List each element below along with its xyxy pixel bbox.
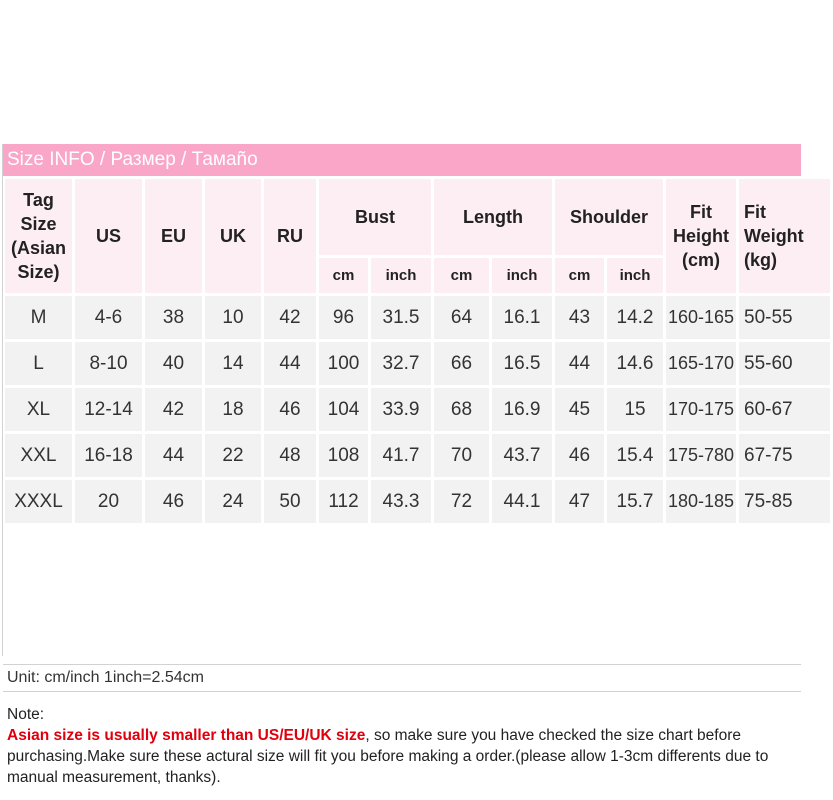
subheader-shoulder-cm: cm (555, 258, 604, 293)
cell-height: 175-780 (666, 434, 736, 477)
cell-us: 20 (75, 480, 142, 523)
subheader-length-inch: inch (492, 258, 552, 293)
cell-tag: M (5, 296, 72, 339)
size-chart-title: Size INFO / Размер / Тамаño (3, 144, 801, 176)
cell-shoulder-cm: 47 (555, 480, 604, 523)
cell-bust-cm: 96 (319, 296, 368, 339)
header-fit-height: Fit Height (cm) (666, 179, 736, 293)
cell-length-inch: 16.1 (492, 296, 552, 339)
cell-length-inch: 44.1 (492, 480, 552, 523)
subheader-length-cm: cm (434, 258, 489, 293)
header-row (5, 179, 830, 255)
table-row (5, 480, 830, 523)
subheader-bust-inch: inch (371, 258, 431, 293)
table-row (5, 434, 830, 477)
cell-shoulder-inch: 15.7 (607, 480, 663, 523)
note-text: , so make sure you have checked the size chart before purchasing.Make sure these actural size will fit you before making a order.(please allow 1-3cm differents due to manual measurement, thanks). (7, 727, 769, 786)
header-length: Length (434, 179, 552, 255)
cell-length-inch: 16.5 (492, 342, 552, 385)
cell-ru: 42 (264, 296, 316, 339)
cell-weight: 50-55 (739, 296, 830, 339)
cell-shoulder-cm: 46 (555, 434, 604, 477)
cell-uk: 10 (205, 296, 261, 339)
cell-ru: 44 (264, 342, 316, 385)
cell-height: 170-175 (666, 388, 736, 431)
cell-eu: 42 (145, 388, 202, 431)
cell-uk: 24 (205, 480, 261, 523)
cell-bust-cm: 108 (319, 434, 368, 477)
table-row (5, 388, 830, 431)
cell-weight: 67-75 (739, 434, 830, 477)
cell-eu: 38 (145, 296, 202, 339)
header-shoulder: Shoulder (555, 179, 663, 255)
cell-shoulder-inch: 15 (607, 388, 663, 431)
header-bust: Bust (319, 179, 431, 255)
cell-ru: 46 (264, 388, 316, 431)
cell-tag: XXXL (5, 480, 72, 523)
note-warning: Asian size is usually smaller than US/EU/UK size (7, 727, 366, 744)
cell-tag: XXL (5, 434, 72, 477)
cell-tag: XL (5, 388, 72, 431)
cell-weight: 75-85 (739, 480, 830, 523)
cell-length-cm: 70 (434, 434, 489, 477)
cell-bust-cm: 112 (319, 480, 368, 523)
note-label: Note: (7, 706, 45, 723)
cell-us: 12-14 (75, 388, 142, 431)
cell-tag: L (5, 342, 72, 385)
size-table (2, 176, 833, 526)
cell-height: 180-185 (666, 480, 736, 523)
cell-length-cm: 64 (434, 296, 489, 339)
table-row (5, 342, 830, 385)
cell-shoulder-cm: 44 (555, 342, 604, 385)
size-chart (2, 144, 804, 786)
cell-bust-inch: 41.7 (371, 434, 431, 477)
note-block (3, 664, 801, 792)
header-eu: EU (145, 179, 202, 293)
cell-eu: 46 (145, 480, 202, 523)
header-us: US (75, 179, 142, 293)
cell-bust-cm: 104 (319, 388, 368, 431)
cell-ru: 48 (264, 434, 316, 477)
cell-bust-inch: 32.7 (371, 342, 431, 385)
cell-us: 8-10 (75, 342, 142, 385)
cell-us: 4-6 (75, 296, 142, 339)
cell-us: 16-18 (75, 434, 142, 477)
cell-shoulder-inch: 14.2 (607, 296, 663, 339)
cell-length-cm: 66 (434, 342, 489, 385)
cell-uk: 18 (205, 388, 261, 431)
cell-shoulder-inch: 15.4 (607, 434, 663, 477)
cell-uk: 14 (205, 342, 261, 385)
cell-height: 160-165 (666, 296, 736, 339)
subheader-shoulder-inch: inch (607, 258, 663, 293)
cell-uk: 22 (205, 434, 261, 477)
table-row (5, 296, 830, 339)
cell-length-cm: 68 (434, 388, 489, 431)
cell-length-cm: 72 (434, 480, 489, 523)
cell-length-inch: 43.7 (492, 434, 552, 477)
header-tag-size: Tag Size (Asian Size) (5, 179, 72, 293)
cell-bust-inch: 31.5 (371, 296, 431, 339)
cell-bust-inch: 43.3 (371, 480, 431, 523)
cell-eu: 40 (145, 342, 202, 385)
cell-bust-inch: 33.9 (371, 388, 431, 431)
header-uk: UK (205, 179, 261, 293)
note-paragraph (7, 725, 797, 788)
cell-length-inch: 16.9 (492, 388, 552, 431)
note-area (3, 692, 801, 792)
cell-weight: 55-60 (739, 342, 830, 385)
cell-height: 165-170 (666, 342, 736, 385)
cell-eu: 44 (145, 434, 202, 477)
cell-bust-cm: 100 (319, 342, 368, 385)
header-ru: RU (264, 179, 316, 293)
cell-shoulder-cm: 45 (555, 388, 604, 431)
cell-shoulder-inch: 14.6 (607, 342, 663, 385)
cell-ru: 50 (264, 480, 316, 523)
cell-weight: 60-67 (739, 388, 830, 431)
cell-shoulder-cm: 43 (555, 296, 604, 339)
unit-line: Unit: cm/inch 1inch=2.54cm (3, 664, 801, 692)
header-fit-weight: Fit Weight (kg) (739, 179, 830, 293)
subheader-bust-cm: cm (319, 258, 368, 293)
